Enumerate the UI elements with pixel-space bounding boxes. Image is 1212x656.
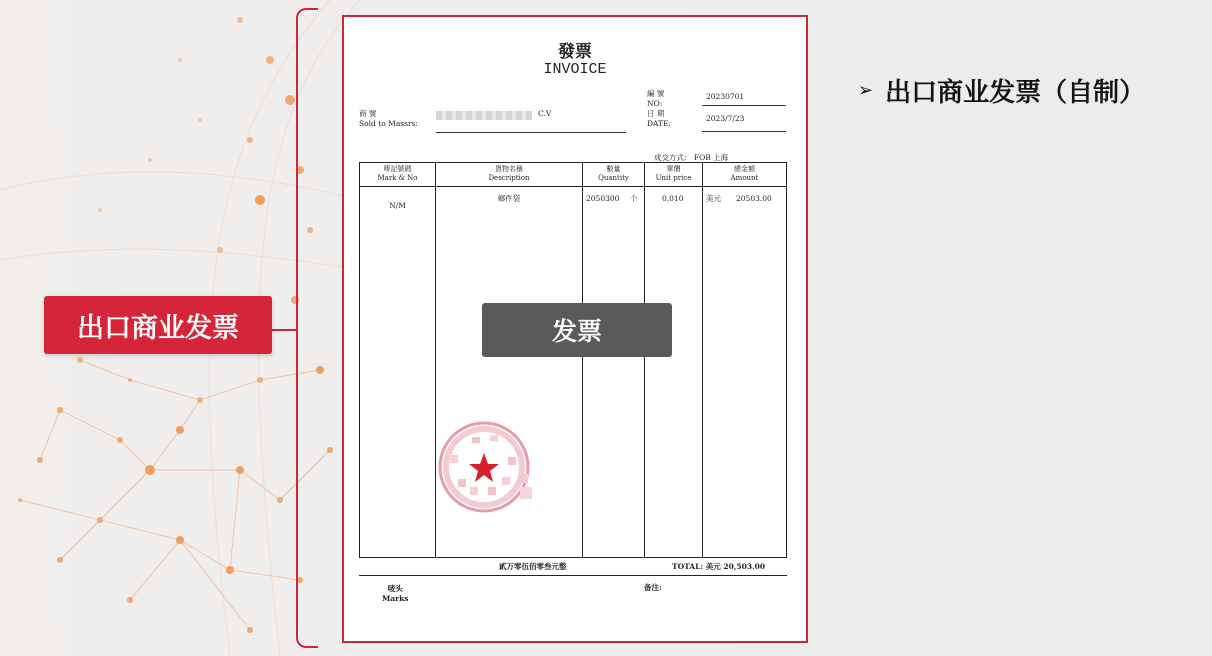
table-bottom-line [359, 557, 787, 558]
cell-currency: 美元 [706, 194, 721, 203]
company-seal-stamp [432, 417, 544, 521]
cell-quantity: 2050300 [586, 194, 620, 203]
table-col-line [582, 162, 583, 557]
table-header-line [359, 186, 787, 187]
no-value: 20230701 [706, 92, 745, 101]
cell-quantity-unit: 个 [630, 194, 638, 203]
date-label: 日 期 DATE: [647, 109, 672, 128]
col-header-description: 貨物名稱 Description [488, 165, 530, 182]
amount-in-words: 貳万零伍佰零叁元整 [499, 562, 567, 571]
no-underline [702, 105, 786, 106]
table-top-line [359, 162, 787, 163]
table-col-line [786, 162, 787, 557]
invoice-document [342, 15, 808, 643]
trade-terms: 成交方式： FOB 上海 [654, 153, 729, 162]
col-header-amount: 總金額 Amount [730, 165, 759, 182]
invoice-total: TOTAL: 美元 20,503.00 [672, 562, 766, 571]
arrow-bullet-icon: ➢ [858, 80, 874, 101]
table-col-line [359, 162, 360, 557]
no-label: 編 號 NO: [647, 89, 665, 108]
invoice-watermark-label: 发票 [482, 303, 672, 357]
invoice-title-en: INVOICE [543, 61, 607, 78]
buyer-value: C.V [538, 109, 552, 118]
col-header-quantity: 數量 Quantity [598, 165, 629, 182]
marks-label: 唛头 Marks [382, 584, 409, 603]
grouping-bracket [296, 8, 318, 648]
table-col-line [644, 162, 645, 557]
cell-mark: N/M [389, 201, 406, 210]
cell-description: 鄉件袋 [497, 194, 521, 203]
buyer-underline [436, 132, 626, 133]
total-underline [359, 575, 787, 576]
cell-unit-price: 0.010 [662, 194, 684, 203]
date-underline [702, 131, 786, 132]
table-col-line [702, 162, 703, 557]
col-header-unit-price: 單價 Unit price [655, 165, 692, 182]
heading-text: 出口商业发票（自制） [885, 78, 1146, 108]
label-connector-line [272, 329, 298, 331]
buyer-label: 商 號 Sold to Massrs: [359, 109, 418, 128]
col-header-mark: 嘜記號碼 Mark & No [377, 165, 418, 182]
date-value: 2023/7/23 [706, 114, 745, 123]
slide-heading [858, 72, 1145, 109]
cell-amount: 20503.00 [736, 194, 772, 203]
redacted-buyer-name [436, 111, 532, 120]
invoice-title-cn: 發票 [558, 42, 592, 62]
side-label: 出口商业发票 [44, 296, 272, 354]
remarks-label: 备注: [644, 583, 662, 592]
